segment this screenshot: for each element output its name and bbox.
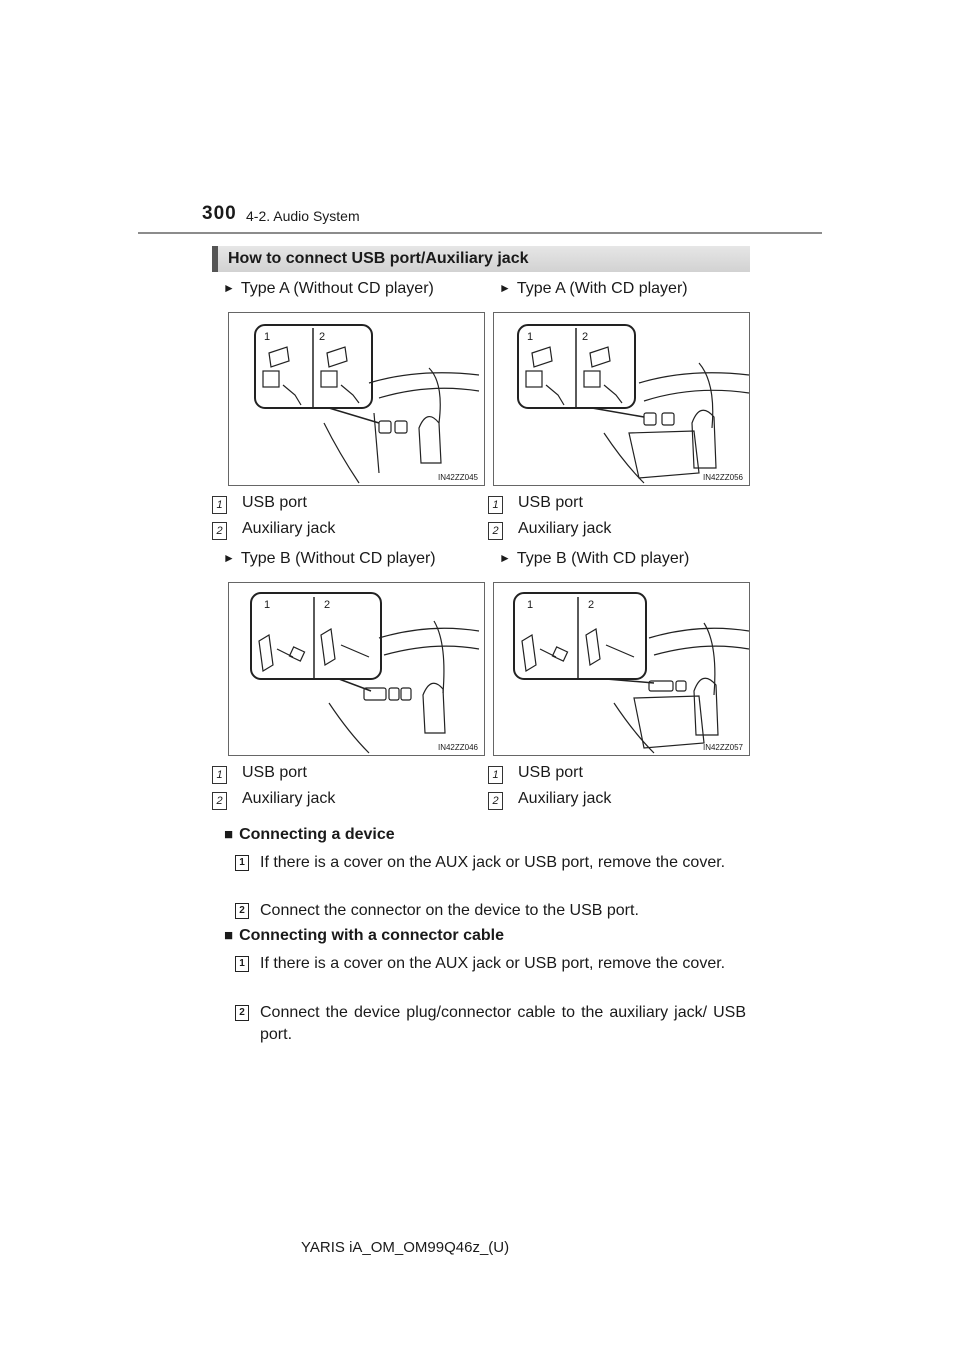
legend-label: Auxiliary jack [242, 520, 336, 537]
step-text: If there is a cover on the AUX jack or USB port, remove the cover. [260, 955, 726, 972]
legend-number: 2 [488, 522, 503, 540]
header-divider [138, 232, 822, 234]
triangle-right-icon: ► [223, 551, 235, 565]
chapter-title: 4-2. Audio System [246, 208, 360, 224]
legend-item [212, 520, 462, 540]
illustration-type-b-with-cd [493, 582, 750, 756]
page-number: 300 [202, 203, 237, 224]
callout-1: 1 [264, 599, 271, 611]
procedure-heading: ■ Connecting with a connector cable [224, 927, 504, 944]
footer-model-code: YARIS iA_OM_OM99Q46z_(U) [301, 1239, 510, 1256]
step-number: 2 [235, 1005, 249, 1021]
callout-2: 2 [324, 599, 331, 611]
legend-number: 2 [488, 792, 503, 810]
legend-label: Auxiliary jack [518, 520, 612, 537]
legend-number: 1 [488, 766, 503, 784]
figure-code: IN42ZZ045 [437, 473, 478, 482]
callout-2: 2 [588, 599, 595, 611]
square-icon: ■ [224, 927, 234, 944]
step-number: 1 [235, 855, 249, 871]
legend-label: USB port [518, 764, 583, 781]
callout-2: 2 [582, 331, 589, 343]
callout-1: 1 [264, 331, 271, 343]
figure-code: IN42ZZ046 [437, 743, 478, 752]
procedure-heading: ■ Connecting a device [224, 826, 395, 843]
figure-caption: ► Type B (With CD player) [499, 550, 690, 567]
legend-item [488, 520, 738, 540]
callout-1: 1 [527, 331, 534, 343]
legend-label: USB port [518, 494, 583, 511]
legend-number: 2 [212, 522, 227, 540]
step-text: Connect the device plug/connector cable to the auxiliary jack/ USB port. [260, 1004, 746, 1043]
illustration-type-a-with-cd [493, 312, 750, 486]
legend-label: USB port [242, 764, 307, 781]
triangle-right-icon: ► [499, 281, 511, 295]
step-text: If there is a cover on the AUX jack or USB port, remove the cover. [260, 854, 726, 871]
callout-1: 1 [527, 599, 534, 611]
legend-item [212, 790, 462, 810]
triangle-right-icon: ► [499, 551, 511, 565]
legend-number: 2 [212, 792, 227, 810]
illustration-type-a-without-cd [228, 312, 485, 486]
section-title: How to connect USB port/Auxiliary jack [212, 246, 750, 272]
legend-item [488, 764, 738, 784]
figure-code: IN42ZZ057 [702, 743, 743, 752]
illustration-type-b-without-cd [228, 582, 485, 756]
legend-item [488, 494, 738, 514]
legend-number: 1 [212, 766, 227, 784]
legend-label: Auxiliary jack [242, 790, 336, 807]
figure-caption: ► Type A (With CD player) [499, 280, 688, 297]
legend-label: USB port [242, 494, 307, 511]
legend-number: 1 [212, 496, 227, 514]
legend-item [212, 764, 462, 784]
step-text: Connect the connector on the device to the USB port. [260, 902, 639, 919]
step-number: 1 [235, 956, 249, 972]
step-number: 2 [235, 903, 249, 919]
figure-caption: ► Type B (Without CD player) [223, 550, 436, 567]
triangle-right-icon: ► [223, 281, 235, 295]
legend-item [212, 494, 462, 514]
legend-item [488, 790, 738, 810]
legend-number: 1 [488, 496, 503, 514]
figure-caption: ► Type A (Without CD player) [223, 280, 434, 297]
legend-label: Auxiliary jack [518, 790, 612, 807]
square-icon: ■ [224, 826, 234, 843]
callout-2: 2 [319, 331, 326, 343]
figure-code: IN42ZZ056 [702, 473, 743, 482]
